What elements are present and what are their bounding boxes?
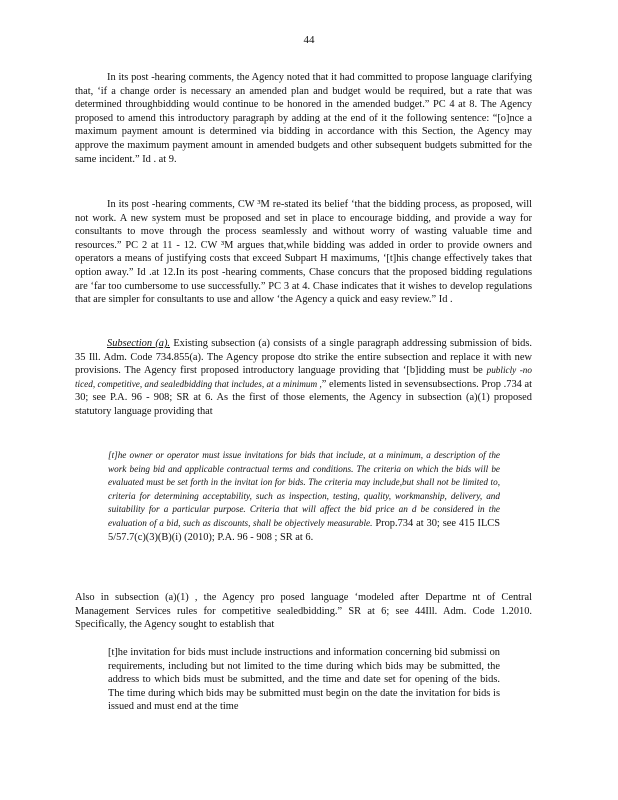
paragraph-cw3m-comments: In its post -hearing comments, CW ³M re-stated its belief ‘that the bidding process, as proposed, will not work. A new system must be proposed and set in place to encourage bidding, and provide a way for consultants to move through the process seamlessly and without worry of wasting valuable time and resources.” PC 2 at 11 - 12. CW ³M argues that,while bidding was added in order to provide owners and operators a means of justifying costs that exceed Subpart H maximums, ‘[t]his change effectively takes that option away.” Id .at 12.In its post -hearing comments, Chase concurs that the proposed bidding regulations are ‘far too cumbersome to use successfully.” PC 3 at 4. Chase indicates that it wishes to develop regulations that are simpler for consultants to use and allow ‘the Agency a quick and easy review.” Id . — [75, 199, 532, 306]
block-quote-invitations — [108, 449, 500, 544]
paragraph-subsection-a1: Also in subsection (a)(1) , the Agency pro posed language ‘modeled after Departme nt of Central Management Services rules for competitive sealedbidding.” SR at 6; see 44Ill. Adm. Code 1.2010. Specifically, the Agency sought to establish that — [75, 592, 532, 631]
block-quote-citation: Prop.734 at 30; see 415 ILCS 5/57.7(c)(3)(B)(i) (2010); P.A. 96 - 908 ; SR at 6. — [108, 517, 500, 543]
paragraph-post-hearing-agency: In its post -hearing comments, the Agency noted that it had committed to propose language clarifying that, ‘if a change order is necessary an amended plan and budget would be required, but a rate that was determined throughbidding would continue to be honored in the amended budget.” PC 4 at 8. The Agency proposed to amend this introductory paragraph by adding at the end of it the following sentence: “[o]nce a maximum payment amount is determined via bidding in accordance with this Section, the Agency may approve the maximum payment amount in amended budgets and other subsequent budgets submitted for the same incident.” Id . at 9. — [75, 72, 532, 165]
subsection-a-italic-text: publicly -no ticed, competitive, and sealedbidding that includes, at a minimum , — [75, 365, 532, 389]
subsection-heading: Subsection (a). — [107, 338, 171, 349]
subsection-a-text-cont: ” elements listed in sevensubsections. Prop .734 at 30; see P.A. 96 - 908; SR at 6. As the first of those elements, the Agency in subsection (a)(1) proposed statutory language providing that — [75, 378, 533, 417]
subsection-a-text: Existing subsection (a) consists of a single paragraph addressing submission of bids. 35 Ill. Adm. Code 734.855(a). The Agency propose dto strike the entire subsection and replace it with new provisions. The Agency first proposed introductory language providing that ‘[b]idding must be — [75, 338, 532, 377]
block-quote-bid-instructions: [t]he invitation for bids must include instructions and information concerning bid submissi on requirements, including but not limited to the time during which bids may be submitted, the address to which bids must be submitted, and the time and date set for opening of the bids. The time during which bids may be submitted must begin on the date the invitation for bids is issued and must end at the time — [108, 647, 500, 713]
paragraph-subsection-a — [75, 337, 532, 419]
page-number: 44 — [303, 34, 315, 46]
block-quote-italic: [t]he owner or operator must issue invitations for bids that include, at a minimum, a description of the work being bid and applicable contractual terms and conditions. The criteria on which the bids will be evaluated must be set forth in the invitat ion for bids. The criteria may include,but shall not be limited to, criteria for determining acceptability, such as inspection, testing, quality, workmanship, delivery, and suitability for a particular purpose. Criteria that will affect the bid price an d be considered in the evaluation of a bid, such as discounts, shall be objectively measurable. — [108, 450, 500, 528]
